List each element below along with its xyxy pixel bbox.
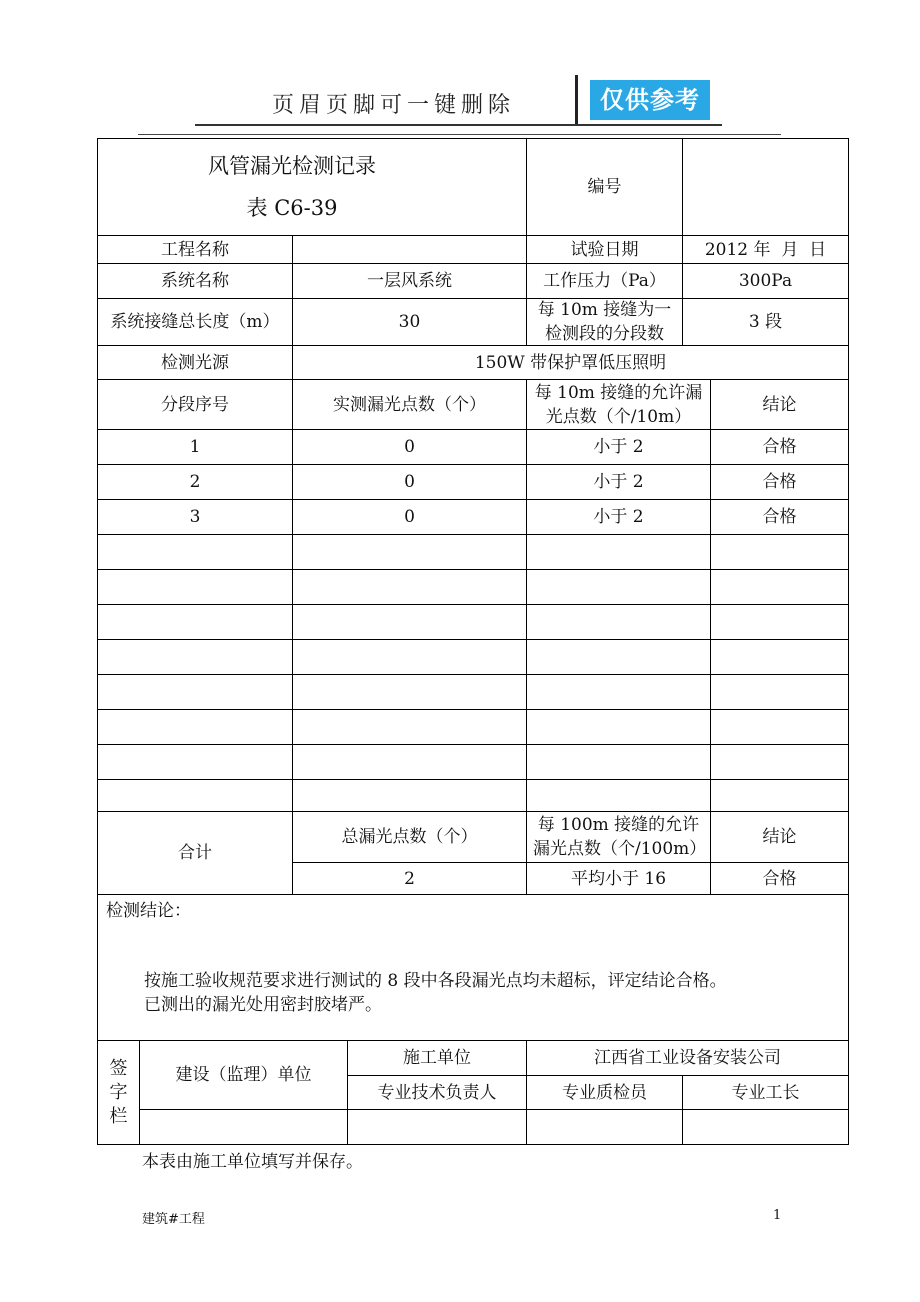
number-value — [682, 138, 849, 236]
col-header-allowed: 每 10m 接缝的允许漏光点数（个/10m） — [526, 379, 711, 430]
table-cell: 合格 — [710, 464, 849, 500]
form-code: 表 C6-39 — [246, 196, 338, 220]
number-label: 编号 — [526, 138, 683, 236]
empty-cell — [97, 534, 293, 570]
test-date-label: 试验日期 — [526, 235, 683, 264]
light-source-label: 检测光源 — [97, 345, 293, 380]
tech-lead-signature — [347, 1109, 527, 1145]
segment-count-label: 每 10m 接缝为一检测段的分段数 — [526, 298, 683, 346]
table-cell: 2 — [97, 464, 293, 500]
project-name-label: 工程名称 — [97, 235, 293, 264]
empty-cell — [526, 604, 711, 640]
empty-cell — [97, 709, 293, 745]
qc-signature — [526, 1109, 683, 1145]
empty-cell — [97, 744, 293, 780]
empty-cell — [710, 604, 849, 640]
signature-column-label — [97, 1040, 140, 1145]
sign-char: 栏 — [109, 1105, 128, 1127]
empty-cell — [97, 639, 293, 675]
header-rule-thin — [138, 134, 781, 135]
foreman-label: 专业工长 — [682, 1075, 849, 1110]
contractor-label: 施工单位 — [347, 1040, 527, 1076]
conclusion-line-1: 按施工验收规范要求进行测试的 8 段中各段漏光点均未超标，评定结论合格。 — [144, 971, 727, 991]
empty-cell — [710, 534, 849, 570]
empty-cell — [292, 569, 527, 605]
empty-cell — [526, 639, 711, 675]
contractor-value: 江西省工业设备安装公司 — [526, 1040, 849, 1076]
empty-cell — [526, 569, 711, 605]
owner-signature — [139, 1109, 348, 1145]
empty-cell — [97, 569, 293, 605]
table-cell: 1 — [97, 429, 293, 465]
empty-cell — [97, 779, 293, 812]
joint-length-value: 30 — [292, 298, 527, 346]
empty-cell — [710, 744, 849, 780]
empty-cell — [526, 744, 711, 780]
empty-cell — [526, 674, 711, 710]
qc-label: 专业质检员 — [526, 1075, 683, 1110]
table-cell: 0 — [292, 429, 527, 465]
joint-length-label: 系统接缝总长度（m） — [97, 298, 293, 346]
conclusion-line-2: 已测出的漏光处用密封胶堵严。 — [144, 995, 382, 1015]
header-divider — [575, 75, 578, 125]
empty-cell — [526, 709, 711, 745]
table-cell: 小于 2 — [526, 499, 711, 535]
empty-cell — [292, 709, 527, 745]
work-pressure-value: 300Pa — [682, 263, 849, 299]
total-points-value: 2 — [292, 862, 527, 895]
footer-text: 建筑#工程 — [142, 1212, 205, 1227]
col-header-conclusion: 结论 — [710, 379, 849, 430]
table-cell: 小于 2 — [526, 429, 711, 465]
table-cell: 合格 — [710, 499, 849, 535]
empty-cell — [526, 779, 711, 812]
sign-char: 字 — [109, 1081, 128, 1103]
total-col-header-allowed: 每 100m 接缝的允许漏光点数（个/100m） — [526, 811, 711, 863]
empty-cell — [710, 569, 849, 605]
empty-cell — [292, 604, 527, 640]
total-allowed-value: 平均小于 16 — [526, 862, 711, 895]
total-col-header-points: 总漏光点数（个） — [292, 811, 527, 863]
total-label: 合计 — [97, 811, 293, 895]
test-date-value: 2012 年 月 日 — [682, 235, 849, 264]
project-name-value — [292, 235, 527, 264]
empty-cell — [710, 709, 849, 745]
header-watermark-text: 页眉页脚可一键删除 — [272, 93, 516, 118]
empty-cell — [292, 534, 527, 570]
table-cell: 合格 — [710, 429, 849, 465]
table-cell: 0 — [292, 464, 527, 500]
table-cell: 0 — [292, 499, 527, 535]
form-title-cell — [97, 138, 527, 236]
empty-cell — [292, 744, 527, 780]
empty-cell — [526, 534, 711, 570]
empty-cell — [97, 674, 293, 710]
col-header-measured: 实测漏光点数（个） — [292, 379, 527, 430]
foreman-signature — [682, 1109, 849, 1145]
sign-char: 签 — [109, 1057, 128, 1079]
form-title: 风管漏光检测记录 — [208, 154, 376, 178]
empty-cell — [292, 779, 527, 812]
empty-cell — [710, 674, 849, 710]
total-conclusion-value: 合格 — [710, 862, 849, 895]
reference-only-badge: 仅供参考 — [590, 80, 710, 120]
col-header-segment: 分段序号 — [97, 379, 293, 430]
page-number: 1 — [773, 1208, 782, 1223]
system-name-label: 系统名称 — [97, 263, 293, 299]
work-pressure-label: 工作压力（Pa） — [526, 263, 683, 299]
owner-label: 建设（监理）单位 — [139, 1040, 348, 1110]
empty-cell — [292, 674, 527, 710]
header-rule — [195, 124, 722, 126]
total-col-header-conclusion: 结论 — [710, 811, 849, 863]
segment-count-value: 3 段 — [682, 298, 849, 346]
table-cell: 小于 2 — [526, 464, 711, 500]
tech-lead-label: 专业技术负责人 — [347, 1075, 527, 1110]
empty-cell — [292, 639, 527, 675]
table-cell: 3 — [97, 499, 293, 535]
light-source-value: 150W 带保护罩低压照明 — [292, 345, 849, 380]
empty-cell — [710, 639, 849, 675]
empty-cell — [97, 604, 293, 640]
system-name-value: 一层风系统 — [292, 263, 527, 299]
empty-cell — [710, 779, 849, 812]
conclusion-box — [97, 894, 849, 1041]
form-note: 本表由施工单位填写并保存。 — [142, 1152, 363, 1172]
conclusion-label: 检测结论： — [106, 901, 191, 921]
